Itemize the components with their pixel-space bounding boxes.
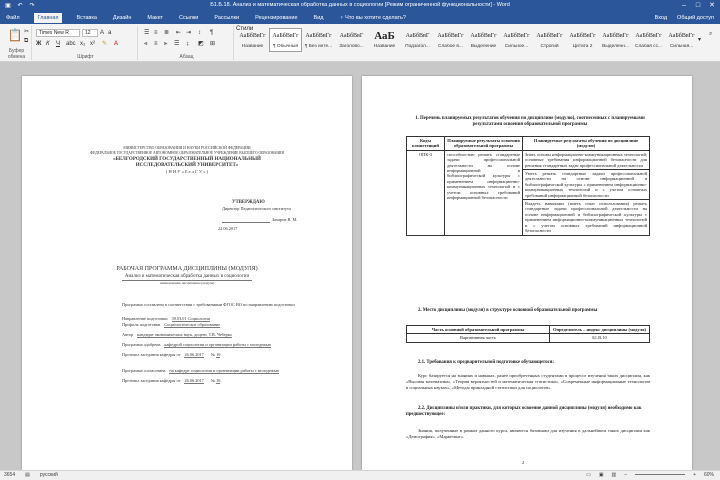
section-22-text: Знания, полученные в рамках данного курса, являются базовыми для изучения в дальнейшем таких дисциплин как «Демография», «Маркетинг». bbox=[406, 428, 650, 439]
title-bar bbox=[0, 0, 720, 12]
style-0[interactable] bbox=[236, 28, 269, 52]
style-name: Сильная... bbox=[669, 44, 694, 49]
subscript-icon[interactable]: x₂ bbox=[80, 41, 86, 47]
paragraph-group: ☰ ≡ ≣ ⇤ ⇥ ↕ ¶ ⫷ ≡ ⫸ ☰ ↨ ◩ ⊞ Абзац bbox=[140, 26, 234, 60]
redo-icon[interactable]: ↷ bbox=[29, 3, 35, 9]
styles-more-icon[interactable]: ▾ bbox=[698, 37, 702, 43]
style-preview: АаБбВвГг bbox=[602, 33, 629, 39]
style-name: Сильное... bbox=[504, 44, 529, 49]
field-label: Направление подготовки bbox=[122, 316, 168, 321]
shading-icon[interactable]: ◩ bbox=[198, 41, 204, 47]
zoom-in-icon[interactable]: + bbox=[693, 472, 696, 478]
title-field-3 bbox=[122, 332, 322, 337]
approve-title: УТВЕРЖДАЮ bbox=[232, 200, 265, 205]
style-preview: АаБбВвГг bbox=[635, 33, 662, 39]
title-field-5 bbox=[122, 352, 322, 357]
editing-group bbox=[708, 26, 720, 60]
field-value: Социологическое образование bbox=[164, 322, 221, 327]
approve-name: Захаров В. М. bbox=[272, 217, 298, 222]
section-2-heading: 2. Место дисциплины (модуля) в структуре основной образовательной программы bbox=[418, 308, 598, 313]
style-name: Название bbox=[373, 44, 396, 49]
title-field-1 bbox=[122, 316, 322, 321]
place-cell-index: Б1.В.10 bbox=[550, 334, 650, 342]
style-preview: АаБбВвГг bbox=[437, 33, 464, 39]
zoom-slider[interactable] bbox=[635, 474, 685, 475]
table-header-learning: Планируемые результаты обучения по дисциплине (модулю) bbox=[523, 137, 650, 151]
title-field-7 bbox=[122, 378, 322, 383]
style-name: ¶ Обычный bbox=[272, 44, 299, 49]
approve-role: Директор Педагогического института bbox=[222, 206, 291, 211]
table-cell-program: способностью решать стандартные задачи профессиональной деятельности на основе информационной и библиографической культуры с применением информационно-коммуникационных технологий и с учетом основных требований информационной безопасности bbox=[445, 150, 523, 235]
field-label: Автор bbox=[122, 332, 134, 337]
zoom-level[interactable]: 60% bbox=[703, 472, 714, 478]
strikethrough-icon[interactable]: abc bbox=[66, 41, 76, 47]
tab-design[interactable]: Дизайн bbox=[112, 15, 132, 21]
field-label: Профиль подготовки bbox=[122, 322, 161, 327]
style-preview: АаБбВвГг bbox=[569, 33, 596, 39]
university-line-3: ( Н И У « Б е л Г У » ) bbox=[165, 169, 209, 174]
ministry-line-2: ФЕДЕРАЛЬНОЕ ГОСУДАРСТВЕННОЕ АВТОНОМНОЕ ОБРАЗОВАТЕЛЬНОЕ УЧРЕЖДЕНИЕ ВЫСШЕГО ОБРАЗОВАНИЯ bbox=[90, 151, 284, 155]
line-spacing-icon[interactable]: ↨ bbox=[186, 41, 189, 47]
tab-layout[interactable]: Макет bbox=[147, 15, 163, 21]
style-name: Подзагол... bbox=[405, 44, 430, 49]
style-name: Выделение bbox=[470, 44, 497, 49]
shrink-font-icon[interactable]: a bbox=[108, 30, 112, 36]
window-controls bbox=[678, 1, 718, 11]
place-header-part: Часть основной образовательной программы bbox=[407, 326, 550, 334]
tab-review[interactable]: Рецензирование bbox=[255, 15, 298, 21]
underline-icon[interactable]: Ч bbox=[56, 41, 60, 47]
page-number: 2 bbox=[522, 460, 525, 465]
style-5[interactable] bbox=[401, 28, 434, 52]
style-6[interactable] bbox=[434, 28, 467, 52]
style-preview: АаБбВвГг bbox=[305, 33, 332, 39]
minimize-icon[interactable]: – bbox=[682, 2, 686, 9]
style-2[interactable] bbox=[302, 28, 335, 52]
font-color-icon[interactable]: A bbox=[114, 41, 119, 47]
show-marks-icon[interactable]: ¶ bbox=[210, 30, 214, 36]
style-4[interactable] bbox=[368, 28, 401, 52]
tell-me-search[interactable]: ♀ Что вы хотите сделать? bbox=[339, 15, 406, 21]
field-value: 39.03.01 Социология bbox=[171, 316, 210, 321]
font-size-combo[interactable]: 12 bbox=[82, 29, 98, 37]
zoom-out-icon[interactable]: – bbox=[624, 472, 628, 478]
program-note: наименование дисциплины (модуля) bbox=[159, 281, 215, 285]
numbering-icon[interactable]: ≡ bbox=[154, 30, 158, 36]
style-name: Заголово... bbox=[339, 44, 364, 49]
field-number-label: № bbox=[209, 378, 217, 383]
style-preview: АаБбВвГг bbox=[239, 33, 266, 39]
competency-table bbox=[406, 136, 650, 236]
table-header-program: Планируемые результаты освоения образовательной программы bbox=[445, 137, 523, 151]
style-11[interactable] bbox=[599, 28, 632, 52]
document-page-1[interactable] bbox=[22, 76, 352, 470]
highlight-icon[interactable]: ✎ bbox=[102, 41, 108, 47]
window-title: Б1.Б.18. Анализ и математическая обработка данных в социологии [Режим ограниченной функциональности] - Word bbox=[210, 2, 510, 8]
style-preview: АаБбВвГг bbox=[536, 33, 563, 39]
decrease-indent-icon[interactable]: ⇤ bbox=[176, 30, 182, 36]
font-group: Times New R 12 A a Ж К Ч abc x₂ x² ✎ A Шрифт bbox=[34, 26, 138, 60]
field-value: кафедрой социологии и организации работы с молодежью bbox=[164, 342, 272, 347]
close-icon[interactable]: ✕ bbox=[709, 2, 715, 9]
read-mode-icon[interactable]: ▭ bbox=[586, 472, 591, 478]
style-1[interactable] bbox=[269, 28, 302, 52]
word-count[interactable]: 3654 bbox=[4, 472, 16, 478]
field-number-label: № bbox=[209, 352, 217, 357]
university-line-1: «БЕЛГОРОДСКИЙ ГОСУДАРСТВЕННЫЙ НАЦИОНАЛЬНЫЙ bbox=[113, 157, 261, 162]
undo-icon[interactable]: ↶ bbox=[17, 3, 23, 9]
style-preview: АаБбВвГг bbox=[668, 33, 695, 39]
style-name: Слабое в... bbox=[438, 44, 463, 49]
title-field-0 bbox=[122, 302, 322, 307]
lightbulb-icon: ♀ bbox=[339, 15, 346, 21]
tab-references[interactable]: Ссылки bbox=[179, 15, 199, 21]
style-preview: АаБбВвГ bbox=[405, 33, 430, 39]
style-preview: АаБбВвГг bbox=[503, 33, 530, 39]
styles-gallery: АаБбВвГг Название АаБбВвГг ¶ Обычный АаБбВвГг ¶ Без инте... АаБбВвГ Заголово... АаБ Название АаБбВвГ Подзагол... АаБбВвГг Слабое в... АаБбВвГг Выделение АаБбВвГг Сильное... АаБбВвГг Строгий АаБбВвГг Цитата 2 АаБбВвГг Выделенн... АаБбВвГг Слабая сс... АаБбВвГг Сильная... ▾ Стили bbox=[236, 26, 706, 60]
web-layout-icon[interactable]: ▥ bbox=[611, 472, 617, 478]
style-12[interactable] bbox=[632, 28, 665, 52]
style-13[interactable] bbox=[665, 28, 698, 52]
field-value: 26.06.2017 bbox=[184, 378, 204, 383]
signin-link[interactable]: Вход bbox=[654, 15, 668, 21]
field-label: Программа составлена в соответствии с требованиями ФГОС ВО по направлению подготовки bbox=[122, 302, 295, 307]
section-1-heading: 1. Перечень планируемых результатов обучения по дисциплине (модулю), соотнесенных с планируемыми результатами освоения образовательной программы bbox=[415, 116, 645, 127]
style-name: Цитата 2 bbox=[572, 44, 593, 49]
copy-icon[interactable]: ⧉ bbox=[24, 38, 29, 44]
bold-icon[interactable]: Ж bbox=[36, 41, 42, 47]
style-name: Слабая сс... bbox=[635, 44, 662, 49]
program-subtitle: Анализ и математическая обработка данных в социологии bbox=[124, 274, 250, 279]
style-preview: АаБбВвГг bbox=[470, 33, 497, 39]
approve-date: 22.06.2017 bbox=[218, 226, 238, 231]
table-cell-know: Знать основы информационно-коммуникационных технологий, основные требования информационной безопасности для решения стандартных задач профессиональной деятельности bbox=[523, 150, 650, 169]
font-name-combo[interactable]: Times New R bbox=[36, 29, 80, 37]
section-21-text: Курс базируется на знаниях и навыках, ранее приобретенных студентами в процессе изучения таких дисциплин, как «Высшая математика», «Теория вероятностей и математическая статистика», «Современные информационные технологии в социальных науках», «Методы прикладной статистики для социологов». bbox=[406, 373, 650, 390]
ribbon bbox=[0, 24, 720, 62]
table-cell-code: ОПК-3 bbox=[407, 150, 445, 235]
title-field-6 bbox=[122, 368, 322, 373]
cut-icon[interactable]: ✂ bbox=[24, 29, 30, 35]
proofing-icon[interactable]: ▤ bbox=[25, 472, 30, 478]
tab-mailings[interactable]: Рассылки bbox=[214, 15, 240, 21]
discipline-place-table bbox=[406, 325, 650, 343]
justify-icon[interactable]: ☰ bbox=[174, 41, 180, 47]
tab-view[interactable]: Вид bbox=[313, 15, 324, 21]
paste-button[interactable] bbox=[6, 28, 24, 42]
section-22-heading: 2.2. Дисциплины и/или практики, для которых освоение данной дисциплины (модуля) необходимо как предшествующее: bbox=[406, 406, 642, 417]
style-name: Название bbox=[241, 44, 264, 49]
table-cell-able: Уметь решать стандартные задачи профессиональной деятельности на основе информационной и библиографической культуры с применением информационно-коммуникационных технологий и с учетом основных требований информационной безопасности bbox=[523, 170, 650, 200]
field-label: Программа согласована bbox=[122, 368, 166, 373]
print-layout-icon[interactable]: ▣ bbox=[598, 472, 604, 478]
bullets-icon[interactable]: ☰ bbox=[144, 30, 150, 36]
field-number: 16 bbox=[216, 378, 221, 383]
style-name: Строгий bbox=[540, 44, 559, 49]
borders-icon[interactable]: ⊞ bbox=[210, 41, 216, 47]
section-21-heading: 2.1. Требования к предварительной подготовке обучающегося: bbox=[418, 360, 554, 365]
style-preview: АаБбВвГ bbox=[339, 33, 364, 39]
field-value: 26.06.2017 bbox=[184, 352, 204, 357]
title-field-2 bbox=[122, 322, 322, 327]
status-bar bbox=[0, 470, 720, 480]
title-field-4 bbox=[122, 342, 322, 347]
field-number: 16 bbox=[216, 352, 221, 357]
save-icon[interactable]: ▣ bbox=[5, 3, 11, 9]
table-header-codes: Коды компетенций bbox=[407, 137, 445, 151]
field-value: на кафедре социологии и организации работы с молодежью bbox=[169, 368, 279, 373]
style-3[interactable] bbox=[335, 28, 368, 52]
signature-line bbox=[222, 222, 270, 223]
align-center-icon[interactable]: ≡ bbox=[154, 41, 158, 47]
find-icon[interactable]: ⌕ bbox=[709, 31, 713, 37]
place-cell-part: Вариативная часть bbox=[407, 334, 550, 342]
ribbon-tabs bbox=[0, 12, 720, 24]
program-title: РАБОЧАЯ ПРОГРАММА ДИСЦИПЛИНЫ (МОДУЛЯ) bbox=[116, 266, 258, 272]
style-name: ¶ Без инте... bbox=[304, 44, 333, 49]
superscript-icon[interactable]: x² bbox=[90, 41, 95, 47]
table-cell-skills: Владеть навыками (иметь опыт использования) решать стандартные задачи профессиональной деятельности на основе информационной и библиографической культуры с применением информационно-коммуникационных технологий и с учетом основных требований информационной безопасности bbox=[523, 200, 650, 235]
style-7[interactable] bbox=[467, 28, 500, 52]
align-left-icon[interactable]: ⫷ bbox=[144, 41, 148, 47]
increase-indent-icon[interactable]: ⇥ bbox=[186, 30, 192, 36]
field-label: Программа одобрена bbox=[122, 342, 161, 347]
maximize-icon[interactable]: □ bbox=[695, 2, 701, 9]
italic-icon[interactable]: К bbox=[46, 41, 50, 47]
field-value: кандидат экономических наук, доцент, Т.В. Чеберко bbox=[137, 332, 232, 337]
document-workspace[interactable] bbox=[0, 62, 720, 470]
share-button[interactable]: Общий доступ bbox=[677, 15, 714, 21]
document-page-2[interactable] bbox=[362, 76, 692, 470]
style-10[interactable] bbox=[566, 28, 599, 52]
field-label: Протокол заседания кафедры от bbox=[122, 378, 181, 383]
clipboard-icon: 📋 bbox=[7, 28, 23, 42]
style-8[interactable] bbox=[500, 28, 533, 52]
grow-font-icon[interactable]: A bbox=[100, 30, 105, 36]
style-preview: АаБ bbox=[374, 30, 395, 42]
align-right-icon[interactable]: ⫸ bbox=[164, 41, 168, 47]
place-header-index: Определитель – индекс дисциплины (модуля) bbox=[550, 326, 650, 334]
university-line-2: ИССЛЕДОВАТЕЛЬСКИЙ УНИВЕРСИТЕТ» bbox=[135, 163, 239, 168]
clipboard-group: 📋 ✂ ⧉ Буфер обмена bbox=[2, 26, 32, 60]
field-label: Протокол заседания кафедры от bbox=[122, 352, 181, 357]
ministry-line: МИНИСТЕРСТВО ОБРАЗОВАНИЯ И НАУКИ РОССИЙСКОЙ ФЕДЕРАЦИИ bbox=[123, 146, 251, 150]
language-indicator[interactable]: русский bbox=[39, 472, 58, 478]
sort-icon[interactable]: ↕ bbox=[198, 30, 201, 36]
style-9[interactable] bbox=[533, 28, 566, 52]
tab-insert[interactable]: Вставка bbox=[76, 15, 97, 21]
tab-home[interactable]: Главная bbox=[34, 13, 63, 23]
style-name: Выделенн... bbox=[602, 44, 629, 49]
tab-file[interactable]: Файл bbox=[6, 15, 20, 21]
style-preview: АаБбВвГг bbox=[272, 33, 299, 39]
multilevel-list-icon[interactable]: ≣ bbox=[164, 30, 170, 36]
